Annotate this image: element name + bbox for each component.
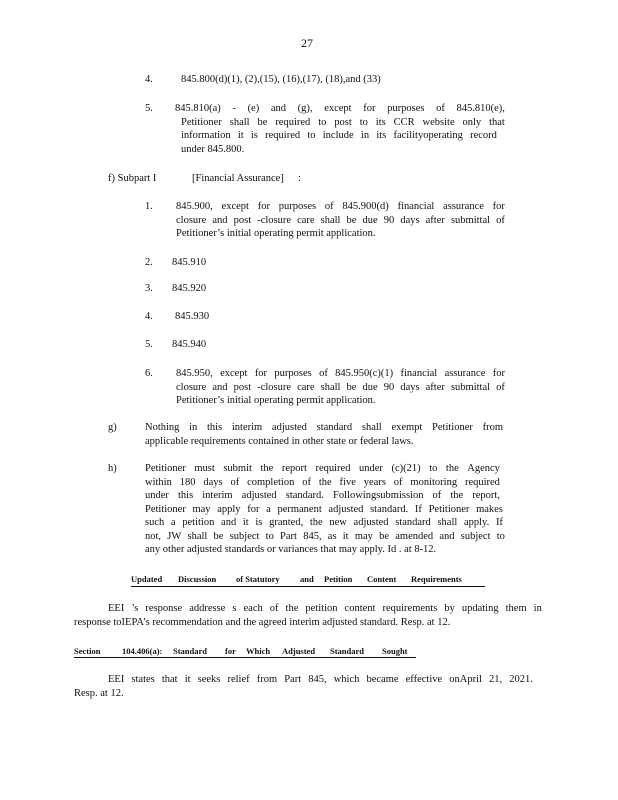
item-f6-line-3: Petitioner’s initial operating permit application. xyxy=(176,395,376,406)
heading-2-word: Section xyxy=(74,646,101,656)
item-e4-number: 4. xyxy=(145,74,153,85)
heading-1-underline xyxy=(131,586,485,587)
item-g-label: g) xyxy=(108,422,117,433)
item-h-line-5: such a petition and it is granted, the new adjusted standard shall apply. If xyxy=(145,517,503,528)
item-f2-number: 2. xyxy=(145,257,153,268)
heading-2-word: Standard xyxy=(173,646,208,656)
item-h-line-7: any other adjusted standards or variances that may apply. Id . at 8-12. xyxy=(145,544,437,555)
item-e4-text: 845.800(d)(1), (2),(15), (16),(17), (18),and (33) xyxy=(181,74,381,85)
item-f1-number: 1. xyxy=(145,201,153,212)
page-number: 27 xyxy=(301,36,313,50)
item-g-line-2: applicable requirements contained in other state or federal laws. xyxy=(145,435,414,447)
item-f4-text: 845.930 xyxy=(175,311,210,322)
item-e5-line-4: under 845.800. xyxy=(181,143,245,155)
heading-2-word: Sought xyxy=(382,646,408,656)
heading-1-word: Petition xyxy=(324,574,353,584)
para-1-line-1: EEI ’s response addresse s each of the petition content requirements by updating them in xyxy=(108,603,542,614)
heading-2-word: Standard xyxy=(330,646,365,656)
item-e5-number: 5. xyxy=(145,103,153,114)
para-2-line-2: Resp. at 12. xyxy=(74,688,124,699)
heading-1-word: Updated xyxy=(131,574,163,584)
item-e5-line-1: 845.810(a) - (e) and (g), except for purposes of 845.810(e), xyxy=(175,103,505,114)
heading-1-word: of Statutory xyxy=(236,574,280,584)
item-h-line-6: not, JW shall be subject to Part 845, as it may be amended and subject to xyxy=(145,530,505,542)
heading-2-word: 104.406(a): xyxy=(122,646,163,656)
item-h-label: h) xyxy=(108,463,117,474)
item-f2-text: 845.910 xyxy=(172,257,207,268)
item-h-line-3: under this interim adjusted standard. Followingsubmission of the report, xyxy=(145,490,500,501)
item-f5-text: 845.940 xyxy=(172,339,207,350)
heading-1-word: and xyxy=(300,574,314,584)
section-f-title: [Financial Assurance] xyxy=(192,173,284,184)
item-f5-number: 5. xyxy=(145,339,153,350)
section-f-label: f) Subpart I xyxy=(108,173,157,184)
item-f4-number: 4. xyxy=(145,311,153,322)
item-f6-line-2: closure and post -closure care shall be due 90 days after submittal of xyxy=(176,381,505,393)
item-f6-line-1: 845.950, except for purposes of 845.950(c)(1) financial assurance for xyxy=(176,368,505,379)
item-g-line-1: Nothing in this interim adjusted standard shall exempt Petitioner from xyxy=(145,422,503,433)
heading-2-underline xyxy=(74,657,416,658)
item-e5-line-3: information it is required to include in its facilityoperating record xyxy=(181,130,497,141)
heading-2-word: Which xyxy=(246,646,271,656)
item-h-line-4: Petitioner may apply for a permanent adjusted standard. If Petitioner makes xyxy=(145,503,503,515)
item-f3-number: 3. xyxy=(145,283,153,294)
item-f6-number: 6. xyxy=(145,368,153,379)
heading-1-word: Content xyxy=(367,574,397,584)
heading-2-word: Adjusted xyxy=(282,646,316,656)
heading-1-word: Discussion xyxy=(178,574,217,584)
item-h-line-1: Petitioner must submit the report required under (c)(21) to the Agency xyxy=(145,463,500,474)
heading-1-word: Requirements xyxy=(411,574,462,584)
para-2-line-1: EEI states that it seeks relief from Part 845, which became effective onApril 21, 2021. xyxy=(108,674,533,685)
item-h-line-2: within 180 days of completion of the five years of monitoring required xyxy=(145,476,500,488)
para-1-line-2: response toIEPA’s recommendation and the agreed interim adjusted standard. Resp. at 12. xyxy=(74,617,451,628)
item-e5-line-2: Petitioner shall be required to post to its CCR website only that xyxy=(181,116,505,128)
item-f1-line-1: 845.900, except for purposes of 845.900(d) financial assurance for xyxy=(176,201,505,212)
item-f1-line-3: Petitioner’s initial operating permit application. xyxy=(176,228,376,239)
item-f3-text: 845.920 xyxy=(172,283,207,294)
item-f1-line-2: closure and post -closure care shall be due 90 days after submittal of xyxy=(176,214,505,226)
section-f-colon: : xyxy=(298,173,301,184)
heading-2-word: for xyxy=(225,646,236,656)
